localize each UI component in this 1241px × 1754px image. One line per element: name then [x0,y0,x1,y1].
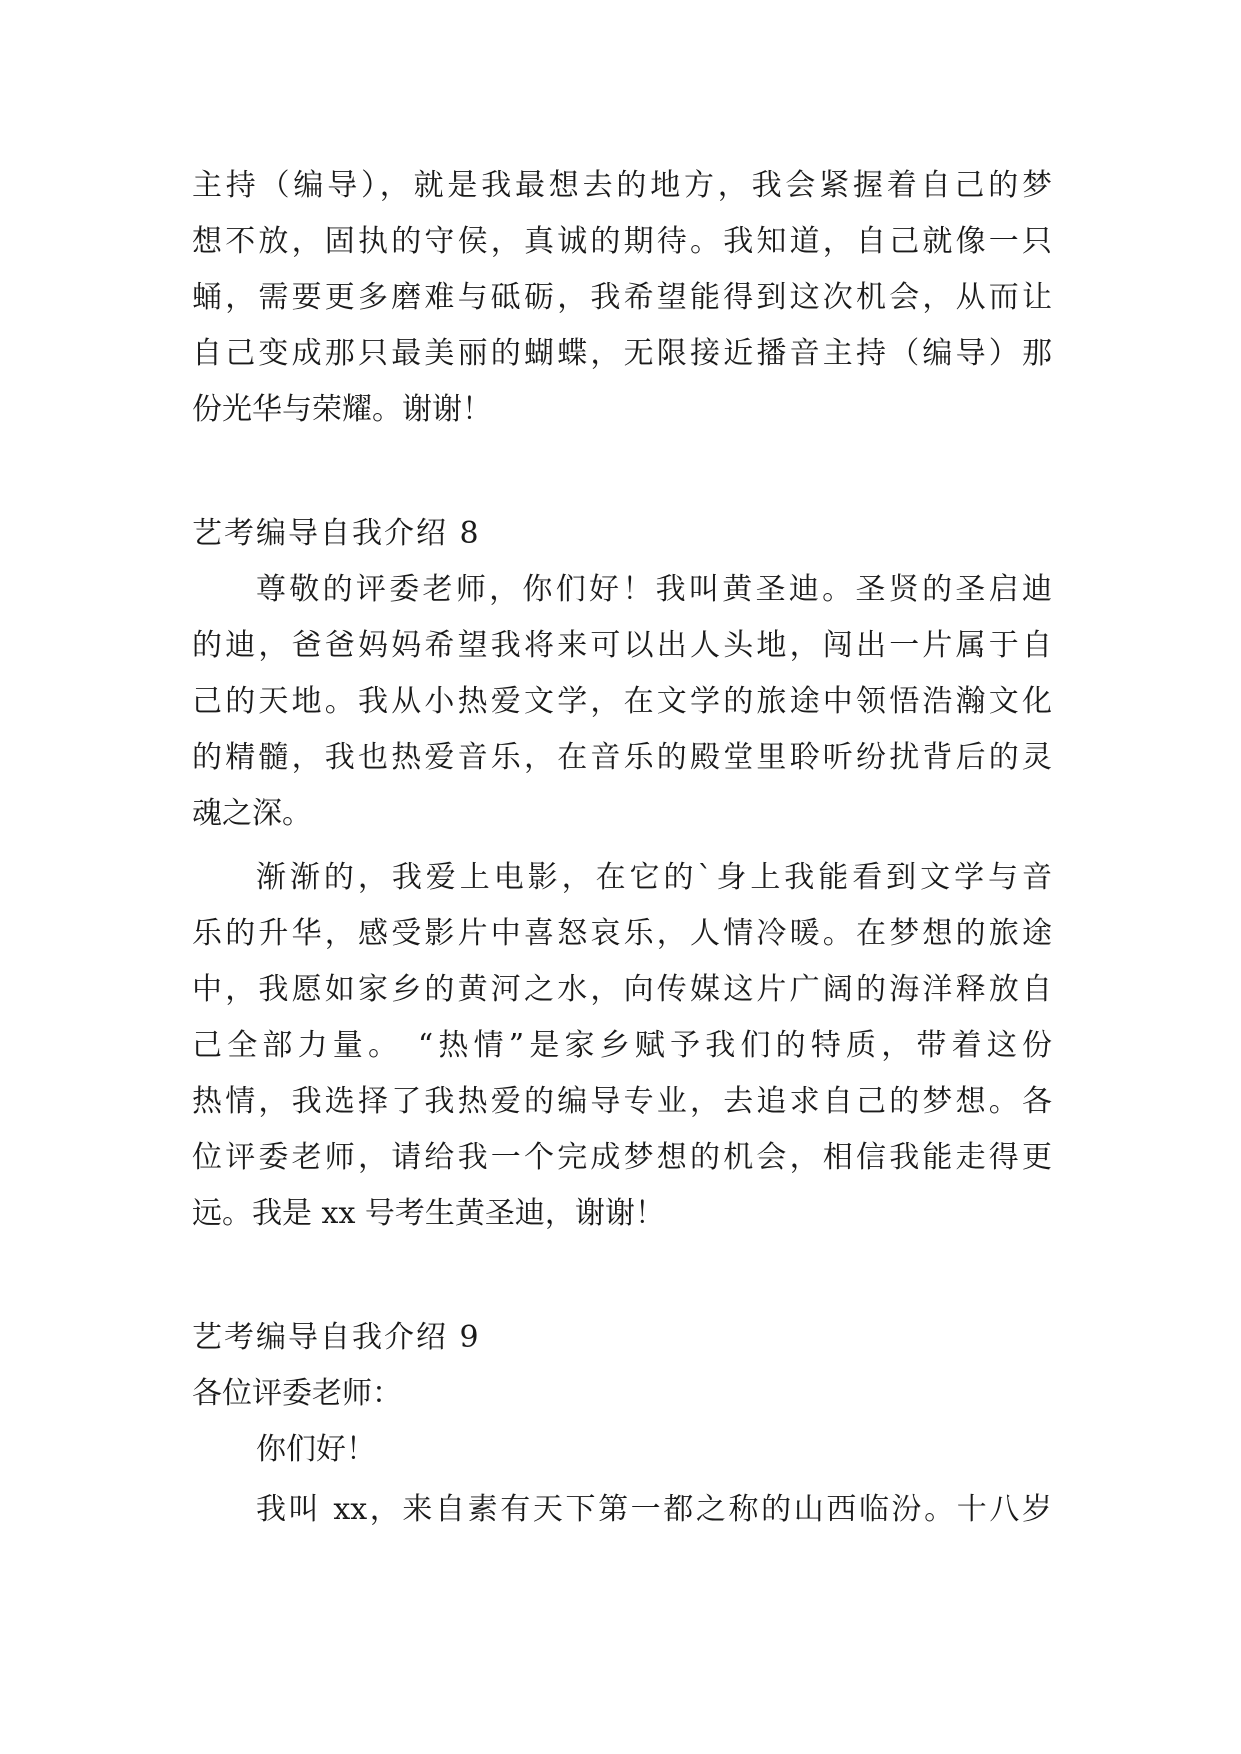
section-heading-8: 艺考编导自我介绍 8 [192,516,481,551]
section-heading-9: 艺考编导自我介绍 9 [192,1320,481,1355]
text-line: 主持（编导），就是我最想去的地方，我会紧握着自己的梦 [192,168,1052,203]
text-line: 魂之深。 [192,796,312,831]
text-line: 尊敬的评委老师，你们好！我叫黄圣迪。圣贤的圣启迪 [256,572,1052,607]
text-line: 己的天地。我从小热爱文学，在文学的旅途中领悟浩瀚文化 [192,684,1052,719]
text-line: 的精髓，我也热爱音乐，在音乐的殿堂里聆听纷扰背后的灵 [192,740,1052,775]
text-line: 自己变成那只最美丽的蝴蝶，无限接近播音主持（编导）那 [192,336,1052,371]
text-line: 蛹，需要更多磨难与砥砺，我希望能得到这次机会，从而让 [192,280,1052,315]
text-line: 热情，我选择了我热爱的编导专业，去追求自己的梦想。各 [192,1084,1052,1119]
greeting: 你们好！ [256,1432,376,1467]
text-line: 渐渐的，我爱上电影，在它的`身上我能看到文学与音 [256,860,1052,895]
text-line: 份光华与荣耀。谢谢！ [192,392,492,427]
text-line: 己全部力量。 “热情”是家乡赋予我们的特质，带着这份 [192,1028,1052,1063]
text-line: 远。我是 xx 号考生黄圣迪，谢谢！ [192,1196,665,1231]
text-line: 位评委老师，请给我一个完成梦想的机会，相信我能走得更 [192,1140,1052,1175]
salutation: 各位评委老师： [192,1376,402,1411]
text-line: 乐的升华，感受影片中喜怒哀乐，人情冷暖。在梦想的旅途 [192,916,1052,951]
text-line: 我叫 xx，来自素有天下第一都之称的山西临汾。十八岁 [256,1492,1052,1527]
text-line: 的迪，爸爸妈妈希望我将来可以出人头地，闯出一片属于自 [192,628,1052,663]
text-line: 中，我愿如家乡的黄河之水，向传媒这片广阔的海洋释放自 [192,972,1052,1007]
text-line: 想不放，固执的守侯，真诚的期待。我知道，自己就像一只 [192,224,1052,259]
